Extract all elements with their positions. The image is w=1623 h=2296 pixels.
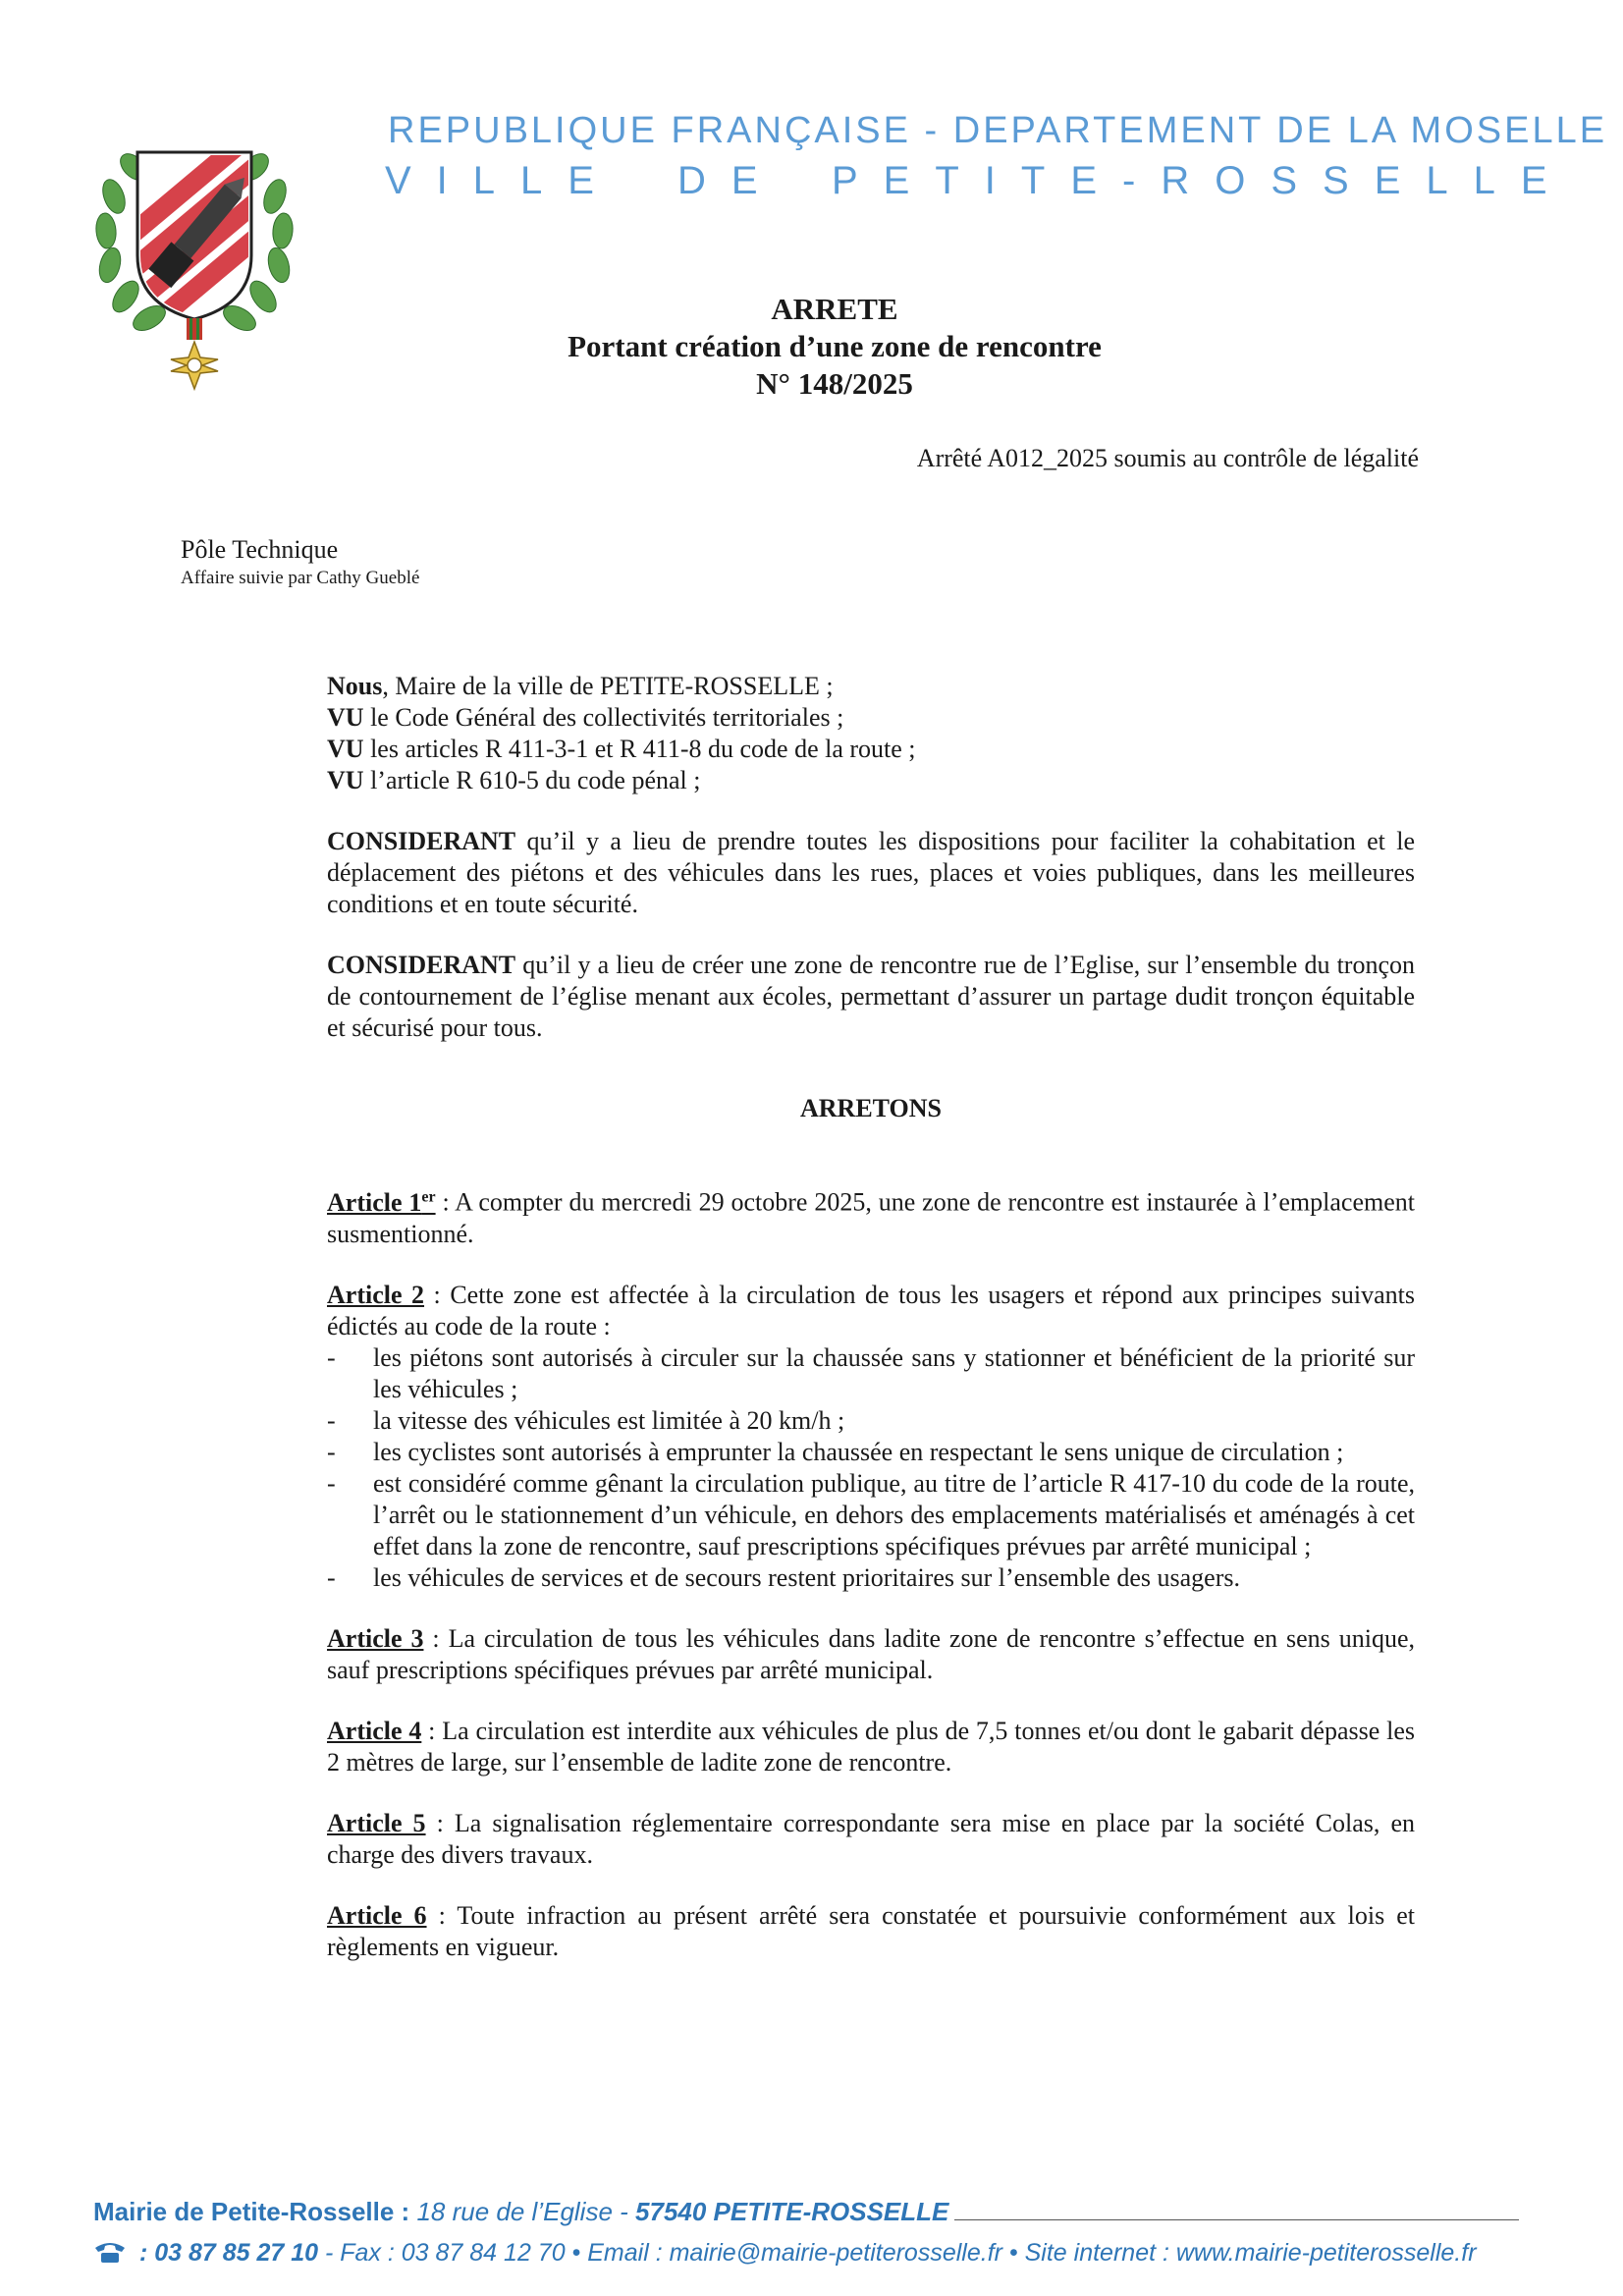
considerant-2: CONSIDERANT qu’il y a lieu de créer une zone de rencontre rue de l’Eglise, sur l’ensemble du tronçon de contournement de l’église menant aux écoles, permettant d’assurer un partage dudit tronçon équitable et sécurisé pour tous. xyxy=(327,951,1415,1042)
footer-phone: : 03 87 85 27 10 xyxy=(133,2239,319,2267)
telephone-icon xyxy=(93,2240,127,2270)
footer-bullet: • xyxy=(1008,2239,1018,2267)
footer-bullet: • xyxy=(571,2239,581,2267)
followed-by: Affaire suivie par Cathy Gueblé xyxy=(181,568,420,588)
title-line-2: Portant création d’une zone de rencontre xyxy=(568,329,1102,363)
preamble xyxy=(327,671,1415,796)
footer-fax: - Fax : 03 87 84 12 70 xyxy=(318,2239,572,2267)
decree-body xyxy=(327,671,1415,1993)
preamble-line: VU l’article R 610-5 du code pénal ; xyxy=(327,766,701,794)
footer-divider xyxy=(954,2219,1519,2220)
article-3: Article 3 : La circulation de tous les véhicules dans ladite zone de rencontre s’effectue en sens unique, sauf prescriptions spécifiques prévues par arrêté municipal. xyxy=(327,1623,1415,1684)
preamble-line: VU le Code Général des collectivités territoriales ; xyxy=(327,703,844,732)
footer-town-hall: Mairie de Petite-Rosselle : xyxy=(93,2197,410,2226)
list-item: - est considéré comme gênant la circulation publique, au titre de l’article R 417-10 du code de la route, l’arrêt ou le stationnement d’un véhicule, en dehors des emplacements matérialisés et aménagés à cet effet dans la zone de rencontre, sauf prescriptions spécifiques prévues par arrêté municipal ; xyxy=(327,1468,1415,1562)
footer-contacts xyxy=(93,2239,1527,2270)
considerant-1: CONSIDERANT qu’il y a lieu de prendre toutes les dispositions pour faciliter la cohabitation et le déplacement des piétons et des véhicules dans les rues, places et voies publiques, dans les meilleures conditions et en toute sécurité. xyxy=(327,827,1415,918)
article-1: Article 1er : A compter du mercredi 29 octobre 2025, une zone de rencontre est instaurée à l’emplacement susmentionné. xyxy=(327,1187,1415,1248)
footer-website[interactable]: Site internet : www.mairie-petiterosselle.fr xyxy=(1017,2239,1477,2267)
title-line-1: ARRETE xyxy=(771,292,898,326)
legality-note: Arrêté A012_2025 soumis au contrôle de légalité xyxy=(916,444,1419,472)
republic-header: REPUBLIQUE FRANÇAISE - DEPARTEMENT DE LA MOSELLE xyxy=(388,110,1608,151)
article-6: Article 6 : Toute infraction au présent arrêté sera constatée et poursuivie conformément aux lois et règlements en vigueur. xyxy=(327,1900,1416,1961)
decree-title xyxy=(422,291,1247,403)
list-item: - les véhicules de services et de secours restent prioritaires sur l’ensemble des usagers. xyxy=(327,1562,1415,1594)
title-line-3: N° 148/2025 xyxy=(756,366,913,401)
footer-email[interactable]: Email : mairie@mairie-petiterosselle.fr xyxy=(580,2239,1009,2267)
arretons-heading: ARRETONS xyxy=(799,1094,942,1122)
municipal-coat-of-arms-icon xyxy=(86,108,302,398)
list-item: - les piétons sont autorisés à circuler sur la chaussée sans y stationner et bénéficient de la priorité sur les véhicules ; xyxy=(327,1342,1415,1405)
city-word-petite-rosselle: PETITE-ROSSELLE xyxy=(832,159,1573,202)
article-2-list xyxy=(327,1342,1415,1594)
footer-street: 18 rue de l’Eglise - xyxy=(409,2197,636,2226)
article-2: Article 2 : Cette zone est affectée à la circulation de tous les usagers et répond aux principes suivants édictés au code de la route : - les piétons sont autorisés à circuler sur la chaussée sans y stationner et bénéficient de la priorité sur les véhicules ; - la vitesse des véhicules est limitée à 20 km/h ; - les cyclistes sont autorisés à emprunter la chaussée en respectant le sens unique de circulation ; - est considéré comme gênant la circulation publique, au titre de l’article R 417-10 du code de la route, l’arrêt ou le stationnement d’un véhicule, en dehors des emplacements matérialisés et aménagés à cet effet dans la zone de rencontre, sauf prescriptions spécifiques prévues par arrêté municipal ; - les véhicules de services et de secours restent prioritaires sur l’ensemble des usagers. xyxy=(327,1280,1415,1594)
footer-address xyxy=(93,2197,1527,2227)
city-word-ville: VILLE xyxy=(385,159,620,202)
list-item: - la vitesse des véhicules est limitée à 20 km/h ; xyxy=(327,1405,1415,1437)
article-5: Article 5 : La signalisation réglementaire correspondante sera mise en place par la société Colas, en charge des divers travaux. xyxy=(327,1808,1415,1869)
city-word-de: DE xyxy=(677,159,784,202)
list-item: - les cyclistes sont autorisés à emprunter la chaussée en respectant le sens unique de circulation ; xyxy=(327,1437,1415,1468)
article-4: Article 4 : La circulation est interdite aux véhicules de plus de 7,5 tonnes et/ou dont le gabarit dépasse les 2 mètres de large, sur l’ensemble de ladite zone de rencontre. xyxy=(327,1716,1415,1777)
service-name: Pôle Technique xyxy=(181,535,339,564)
footer-postcode-city: 57540 PETITE-ROSSELLE xyxy=(635,2197,949,2226)
preamble-line: Nous, Maire de la ville de PETITE-ROSSELLE ; xyxy=(327,672,834,700)
preamble-line: VU les articles R 411-3-1 et R 411-8 du code de la route ; xyxy=(327,735,916,763)
